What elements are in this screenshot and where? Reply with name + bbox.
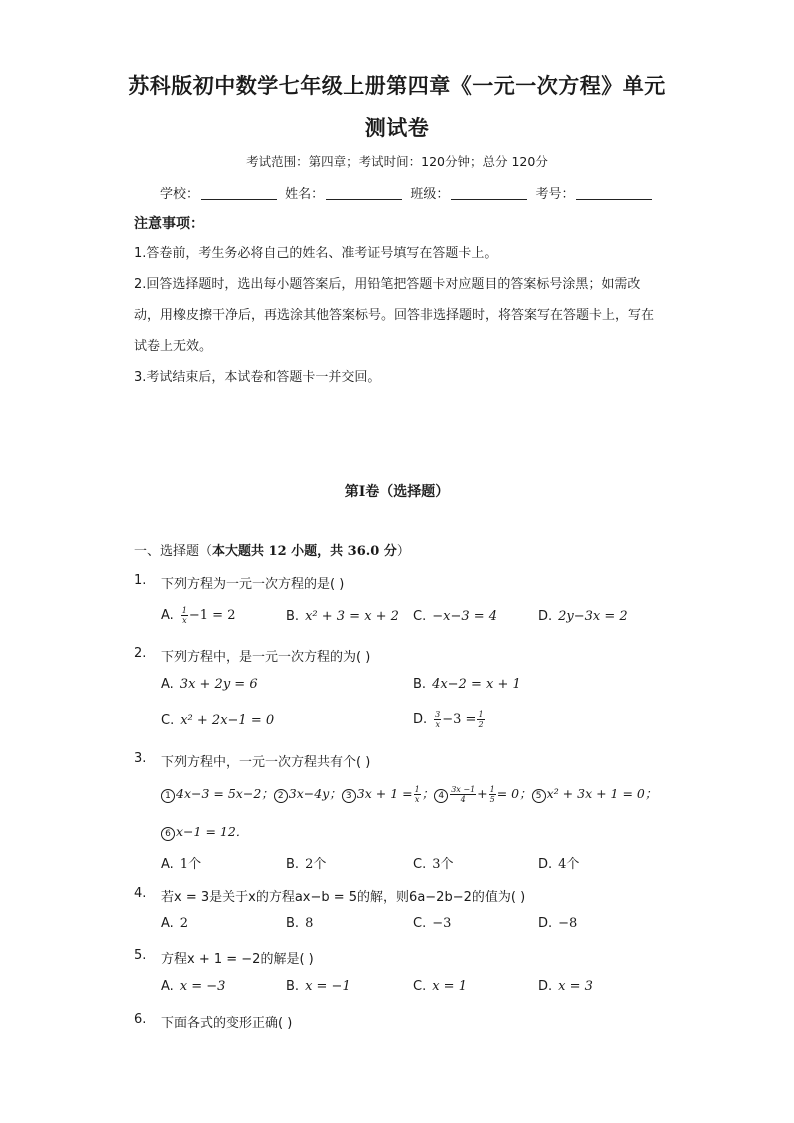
part-title-suffix: ）: [396, 544, 410, 559]
option-label: D.: [538, 916, 553, 931]
part-title: [134, 540, 410, 559]
option-value: −3: [432, 916, 452, 931]
question-text: 下列方程中，一元一次方程共有个( ): [161, 755, 371, 770]
frac-num: 1: [414, 785, 420, 794]
question-number: 5.: [134, 948, 147, 963]
option-d[interactable]: [538, 609, 628, 624]
option-b[interactable]: [286, 609, 399, 624]
exam-info: 考试范围：第四章；考试时间：120分钟；总分 120分: [246, 154, 548, 169]
question-text: 若x = 3是关于x的方程ax−b = 5的解，则6a−2b−2的值为( ): [161, 890, 526, 905]
option-expr: 4x−2 = x + 1: [432, 677, 521, 692]
section-title: 第Ⅰ卷（选择题）: [344, 484, 450, 500]
option-label: C.: [413, 609, 427, 624]
number-blank[interactable]: [576, 187, 652, 200]
option-d[interactable]: [538, 916, 577, 931]
class-blank[interactable]: [451, 187, 527, 200]
option-a[interactable]: [161, 853, 201, 872]
option-a[interactable]: [161, 979, 225, 994]
option-label: A.: [161, 677, 174, 692]
option-c[interactable]: [161, 713, 274, 728]
option-c[interactable]: [413, 853, 454, 872]
option-c[interactable]: [413, 609, 497, 624]
circled-number: 3: [342, 789, 356, 803]
equation-item: 4x−3 = 5x−2；: [176, 786, 274, 801]
frac-den: 2: [478, 720, 484, 729]
option-label: B.: [286, 609, 300, 624]
frac-den: 5: [489, 795, 495, 804]
option-label: D.: [538, 857, 553, 872]
frac-num: 3x −1: [451, 785, 476, 794]
frac-num: 1: [489, 785, 495, 794]
frac-den: x: [414, 795, 420, 804]
option-c[interactable]: [413, 916, 451, 931]
frac-num: 1: [181, 606, 187, 615]
notice-item: 1.答卷前，考生务必将自己的姓名、准考证号填写在答题卡上。: [134, 246, 498, 261]
option-value: 8: [305, 916, 314, 931]
option-expr: −x−3 = 4: [432, 609, 498, 624]
number-label: 考号：: [535, 187, 575, 202]
question-text: 方程x + 1 = −2的解是( ): [161, 952, 314, 967]
option-value: 2个: [305, 857, 327, 872]
option-expr: −3 =: [442, 712, 477, 727]
equation-item: 3x−4y；: [288, 786, 342, 801]
option-b[interactable]: [286, 853, 326, 872]
option-label: D.: [413, 712, 428, 727]
option-expr: x² + 2x−1 = 0: [180, 713, 275, 728]
question-text: 下列方程中，是一元一次方程的为( ): [161, 650, 371, 665]
option-d[interactable]: [538, 853, 579, 872]
notice-item: 3.考试结束后，本试卷和答题卡一并交回。: [134, 370, 381, 385]
circled-number: 1: [161, 789, 175, 803]
question-number: 4.: [134, 886, 147, 901]
circled-number: 6: [161, 827, 175, 841]
option-label: B.: [286, 916, 300, 931]
frac-den: x: [182, 616, 187, 625]
option-a[interactable]: [161, 677, 258, 692]
question-number: 3.: [134, 751, 147, 766]
option-label: D.: [538, 979, 553, 994]
student-fields: [160, 183, 656, 202]
option-expr: −1 = 2: [188, 608, 236, 623]
option-label: D.: [538, 609, 553, 624]
option-c[interactable]: [413, 979, 467, 994]
question-text: 下列方程为一元一次方程的是( ): [161, 577, 345, 592]
option-label: A.: [161, 608, 174, 623]
option-d[interactable]: [538, 979, 593, 994]
class-label: 班级：: [410, 187, 450, 202]
part-title-bold: 本大题共 12 小题，共 36.0 分: [212, 544, 397, 559]
option-expr: x² + 3 = x + 2: [305, 609, 399, 624]
option-b[interactable]: [413, 677, 521, 692]
question-number: 2.: [134, 646, 147, 661]
option-value: x = 3: [558, 979, 593, 994]
option-a[interactable]: [161, 916, 188, 931]
part-title-prefix: 一、选择题（: [134, 544, 213, 559]
circled-number: 5: [532, 789, 546, 803]
option-value: 3个: [432, 857, 454, 872]
option-value: −8: [558, 916, 578, 931]
option-label: C.: [413, 979, 427, 994]
equation-list-line1: [161, 784, 657, 804]
document-title-line2: 测试卷: [364, 115, 430, 140]
circled-number: 2: [274, 789, 288, 803]
option-value: x = −3: [179, 979, 226, 994]
frac-num: 3: [435, 710, 441, 719]
school-blank[interactable]: [201, 187, 277, 200]
option-value: 2: [179, 916, 189, 931]
option-label: B.: [286, 857, 300, 872]
option-a[interactable]: [161, 606, 235, 625]
option-label: C.: [161, 713, 175, 728]
option-value: 4个: [558, 857, 580, 872]
option-label: C.: [413, 916, 427, 931]
question-text: 下面各式的变形正确( ): [161, 1016, 293, 1031]
option-label: C.: [413, 857, 427, 872]
frac-den: 4: [460, 795, 466, 804]
frac-num: 1: [478, 710, 484, 719]
notice-item: 2.回答选择题时，选出每小题答案后，用铅笔把答题卡对应题目的答案标号涂黑；如需改动，用橡皮擦干净后，再选涂其他答案标号。回答非选择题时，将答案写在答题卡上，写在试卷上无效。: [134, 277, 655, 354]
equation-item: x−1 = 12．: [176, 824, 249, 839]
option-label: B.: [413, 677, 427, 692]
equation-item: +: [477, 786, 488, 801]
equation-item: 3x + 1 =: [356, 786, 413, 801]
option-label: B.: [286, 979, 300, 994]
option-d[interactable]: [413, 710, 486, 729]
school-label: 学校：: [160, 187, 200, 202]
option-b[interactable]: [286, 979, 351, 994]
option-expr: 2y−3x = 2: [558, 609, 628, 624]
question-number: 1.: [134, 573, 147, 588]
document-title-line1: 苏科版初中数学七年级上册第四章《一元一次方程》单元: [128, 73, 666, 98]
equation-item: = 0；: [496, 786, 532, 801]
equation-list-line2: [161, 822, 248, 841]
option-value: x = −1: [305, 979, 351, 994]
option-label: A.: [161, 916, 174, 931]
option-label: A.: [161, 979, 174, 994]
frac-den: x: [435, 720, 440, 729]
circled-number: 4: [434, 789, 448, 803]
option-value: 1个: [179, 857, 202, 872]
name-label: 姓名：: [285, 187, 325, 202]
notice-title: 注意事项：: [134, 216, 204, 232]
option-value: x = 1: [432, 979, 467, 994]
option-label: A.: [161, 857, 174, 872]
option-expr: 3x + 2y = 6: [179, 677, 258, 692]
equation-item: x² + 3x + 1 = 0；: [546, 786, 658, 801]
name-blank[interactable]: [326, 187, 402, 200]
question-number: 6.: [134, 1012, 147, 1027]
option-b[interactable]: [286, 916, 313, 931]
equation-item: ；: [421, 786, 435, 801]
